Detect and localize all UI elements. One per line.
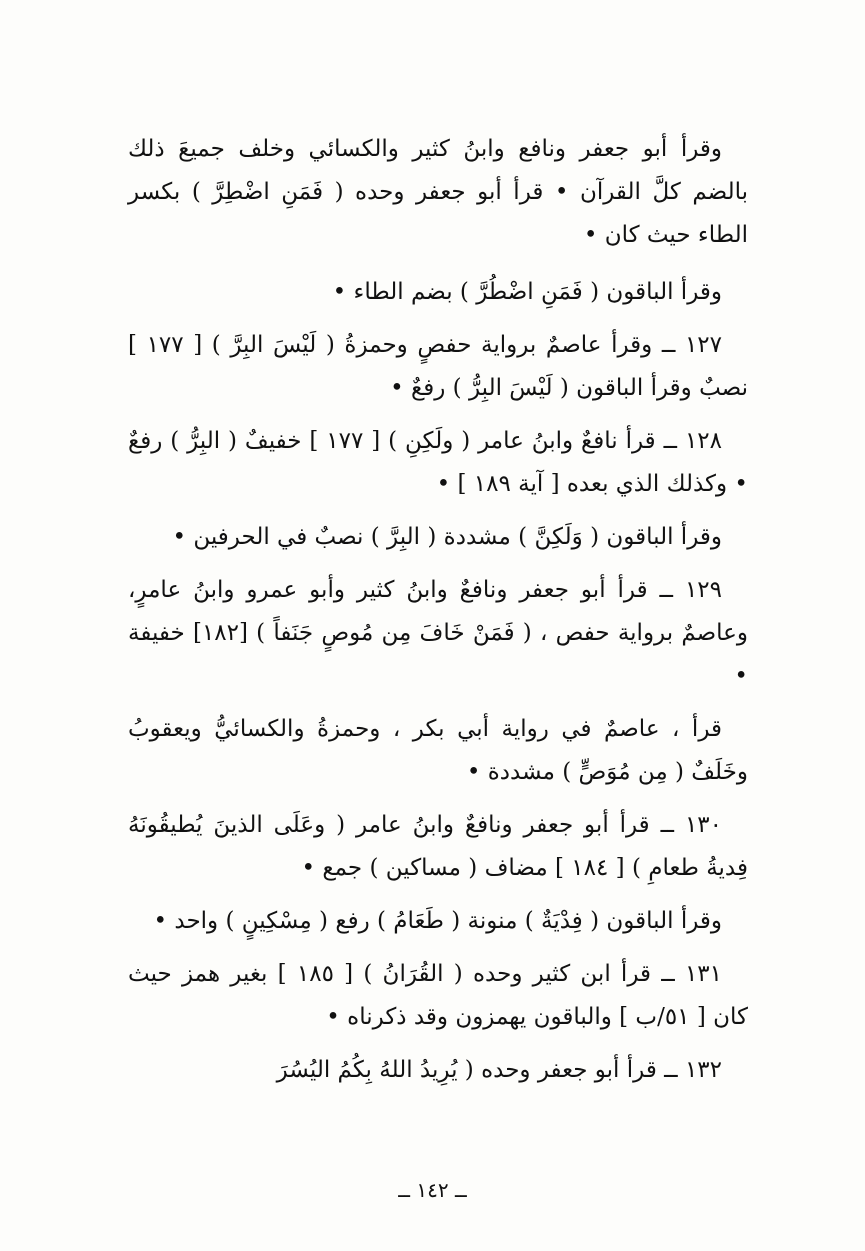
paragraph-2: وقرأ الباقون ( فَمَنِ اضْطُرَّ ) بضم الطاء • <box>332 279 722 305</box>
paragraph-3: ١٢٧ ــ وقرأ عاصمٌ برواية حفصٍ وحمزةُ ( لَيْسَ البِرَّ ) [ ١٧٧ ] نصبٌ وقرأ الباقون ( لَيْسَ البِرُّ ) رفعٌ • <box>128 332 748 401</box>
paragraph-9: وقرأ الباقون ( فِدْيَةٌ ) منونة ( طَعَامُ ) رفع ( مِسْكِينٍ ) واحد • <box>153 908 722 934</box>
paragraph-6: ١٢٩ ــ قرأ أبو جعفر ونافعٌ وابنُ كثير وأبو عمرو وابنُ عامرٍ، وعاصمٌ برواية حفص ، ( فَمَنْ خَافَ مِن مُوصٍ جَنَفاً ) [١٨٢] خفيفة • <box>128 577 749 689</box>
body-text <box>128 128 748 1092</box>
paragraph-7: قرأ ، عاصمٌ في رواية أبي بكر ، وحمزةُ والكسائيُّ ويعقوبُ وخَلَفٌ ( مِن مُوَصٍّ ) مشددة • <box>128 716 748 785</box>
paragraph-4: ١٢٨ ــ قرأ نافعٌ وابنُ عامر ( ولَكِنِ ) [ ١٧٧ ] خفيفٌ ( البِرُّ ) رفعٌ • وكذلك الذي بعده [ آية ١٨٩ ] • <box>128 428 748 497</box>
page-number: ــ ١٤٢ ــ <box>398 1178 467 1202</box>
paragraph-5: وقرأ الباقون ( وَلَكِنَّ ) مشددة ( البِرَّ ) نصبٌ في الحرفين • <box>172 524 722 550</box>
paragraph-11: ١٣٢ ــ قرأ أبو جعفر وحده ( يُرِيدُ اللهُ بِكُمُ اليُسُرَ <box>276 1057 722 1083</box>
paragraph-8: ١٣٠ ــ قرأ أبو جعفر ونافعٌ وابنُ عامر ( وعَلَى الذينَ يُطيقُونَهُ فِديةُ طعامِ ) [ ١٨٤ ] مضاف ( مساكين ) جمع • <box>128 812 748 881</box>
paragraph-10: ١٣١ ــ قرأ ابن كثير وحده ( القُرَانُ ) [ ١٨٥ ] بغير همز حيث كان [ ٥١/ب ] والباقون يهمزون وقد ذكرناه • <box>128 961 748 1030</box>
paragraph-1: وقرأ أبو جعفر ونافع وابنُ كثير والكسائي وخلف جميعَ ذلك بالضم كلَّ القرآن • قرأ أبو جعفر وحده ( فَمَنِ اضْطِرَّ ) بكسر الطاء حيث كان • <box>128 136 748 248</box>
